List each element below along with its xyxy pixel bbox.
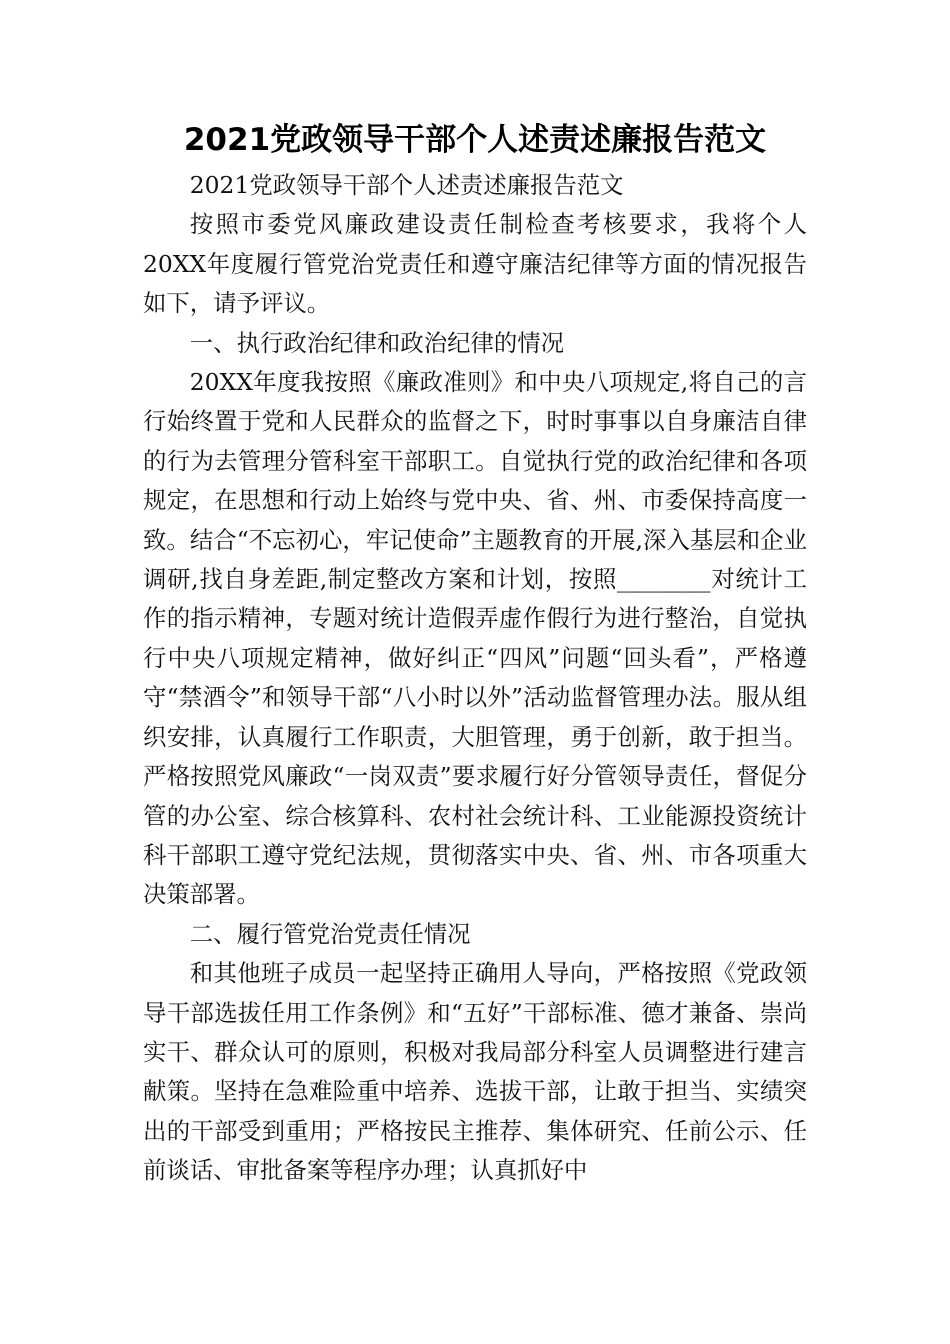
section-heading-2: 二、履行管党治党责任情况 xyxy=(189,919,471,948)
section-heading-1: 一、执行政治纪律和政治纪律的情况 xyxy=(189,328,565,357)
section-1-paragraph: 20XX年度我按照《廉政准则》和中央八项规定,将自己的言行始终置于党和人民群众的监督之下，时时事事以自身廉洁自律的行为去管理分管科室干部职工。自觉执行党的政治纪律和各项规定，在思想和行动上始终与党中央、省、州、市委保持高度一致。结合“不忘初心，牢记使命”主题教育的开展,深入基层和企业调研,找自身差距,制定整改方案和计划，按照________对统计工作的指示精神，专题对统计造假弄虚作假行为进行整治，自觉执行中央八项规定精神，做好纠正“四风”问题“回头看”，严格遵守“禁酒令”和领导干部“八小时以外”活动监督管理办法。服从组织安排，认真履行工作职责，大胆管理，勇于创新，敢于担当。严格按照党风廉政“一岗双责”要求履行好分管领导责任，督促分管的办公室、综合核算科、农村社会统计科、工业能源投资统计科干部职工遵守党纪法规，贯彻落实中央、省、州、市各项重大决策部署。 xyxy=(143,368,807,909)
document-title: 2021党政领导干部个人述责述廉报告范文 xyxy=(183,122,767,158)
subtitle-paragraph: 2021党政领导干部个人述责述廉报告范文 xyxy=(189,171,624,199)
section-2-paragraph: 和其他班子成员一起坚持正确用人导向，严格按照《党政领导干部选拔任用工作条例》和“五好”干部标准、德才兼备、崇尚实干、群众认可的原则，积极对我局部分科室人员调整进行建言献策。坚持在急难险重中培养、选拔干部，让敢于担当、实绩突出的干部受到重用；严格按民主推荐、集体研究、任前公示、任前谈话、审批备案等程序办理；认真抓好中 xyxy=(143,959,807,1185)
document-body xyxy=(143,166,807,1191)
intro-paragraph: 按照市委党风廉政建设责任制检查考核要求，我将个人20XX年度履行管党治党责任和遵守廉洁纪律等方面的情况报告如下，请予评议。 xyxy=(143,210,807,318)
